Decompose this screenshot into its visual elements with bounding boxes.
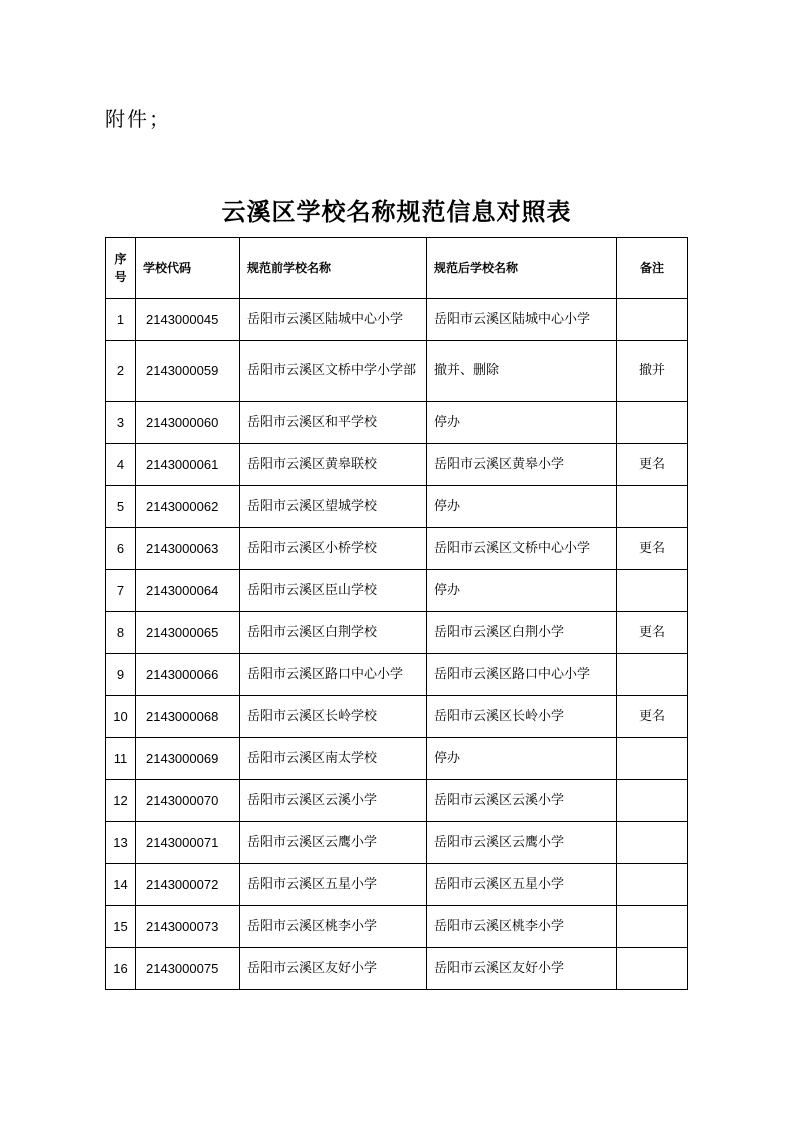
school-code-cell: 2143000073 (136, 906, 240, 948)
seq-cell: 10 (106, 696, 136, 738)
page-title: 云溪区学校名称规范信息对照表 (221, 198, 572, 226)
note-cell (617, 299, 688, 341)
seq-cell: 9 (106, 654, 136, 696)
seq-cell: 16 (106, 948, 136, 990)
seq-cell: 13 (106, 822, 136, 864)
name-before-cell: 岳阳市云溪区友好小学 (240, 948, 427, 990)
name-after-cell: 岳阳市云溪区陆城中心小学 (427, 299, 617, 341)
name-before-cell: 岳阳市云溪区文桥中学小学部 (240, 341, 427, 402)
name-after-cell: 停办 (427, 402, 617, 444)
table-row (106, 738, 688, 780)
name-before-cell: 岳阳市云溪区长岭学校 (240, 696, 427, 738)
note-cell (617, 864, 688, 906)
header-note: 备注 (617, 238, 688, 299)
name-after-cell: 岳阳市云溪区长岭小学 (427, 696, 617, 738)
table-row (106, 570, 688, 612)
header-seq-line1: 序 (114, 252, 127, 266)
header-name-before: 规范前学校名称 (240, 238, 427, 299)
note-cell: 更名 (617, 444, 688, 486)
seq-cell: 1 (106, 299, 136, 341)
school-code-cell: 2143000069 (136, 738, 240, 780)
table-row (106, 696, 688, 738)
name-before-cell: 岳阳市云溪区桃李小学 (240, 906, 427, 948)
table-row (106, 299, 688, 341)
table-row (106, 948, 688, 990)
school-code-cell: 2143000071 (136, 822, 240, 864)
name-after-cell: 岳阳市云溪区路口中心小学 (427, 654, 617, 696)
seq-cell: 3 (106, 402, 136, 444)
school-code-cell: 2143000075 (136, 948, 240, 990)
name-after-cell: 撤并、删除 (427, 341, 617, 402)
school-code-cell: 2143000063 (136, 528, 240, 570)
school-name-table (105, 237, 688, 990)
school-code-cell: 2143000068 (136, 696, 240, 738)
seq-cell: 6 (106, 528, 136, 570)
school-code-cell: 2143000060 (136, 402, 240, 444)
name-after-cell: 岳阳市云溪区白荆小学 (427, 612, 617, 654)
seq-cell: 14 (106, 864, 136, 906)
seq-cell: 7 (106, 570, 136, 612)
table-row (106, 444, 688, 486)
name-before-cell: 岳阳市云溪区南太学校 (240, 738, 427, 780)
seq-cell: 2 (106, 341, 136, 402)
table-header-row (106, 238, 688, 299)
school-code-cell: 2143000059 (136, 341, 240, 402)
name-after-cell: 岳阳市云溪区云溪小学 (427, 780, 617, 822)
note-cell: 撤并 (617, 341, 688, 402)
name-before-cell: 岳阳市云溪区云鹰小学 (240, 822, 427, 864)
header-code: 学校代码 (136, 238, 240, 299)
attachment-label: 附件； (105, 107, 171, 131)
name-after-cell: 岳阳市云溪区五星小学 (427, 864, 617, 906)
name-after-cell: 停办 (427, 738, 617, 780)
name-before-cell: 岳阳市云溪区望城学校 (240, 486, 427, 528)
name-after-cell: 岳阳市云溪区友好小学 (427, 948, 617, 990)
note-cell (617, 906, 688, 948)
note-cell (617, 570, 688, 612)
school-code-cell: 2143000065 (136, 612, 240, 654)
table-row (106, 402, 688, 444)
name-after-cell: 岳阳市云溪区文桥中心小学 (427, 528, 617, 570)
table-body (106, 299, 688, 990)
table-row (106, 486, 688, 528)
school-code-cell: 2143000064 (136, 570, 240, 612)
note-cell (617, 486, 688, 528)
note-cell (617, 402, 688, 444)
school-code-cell: 2143000070 (136, 780, 240, 822)
school-code-cell: 2143000045 (136, 299, 240, 341)
name-after-cell: 停办 (427, 486, 617, 528)
note-cell (617, 948, 688, 990)
note-cell (617, 822, 688, 864)
seq-cell: 5 (106, 486, 136, 528)
note-cell (617, 738, 688, 780)
school-code-cell: 2143000062 (136, 486, 240, 528)
school-code-cell: 2143000066 (136, 654, 240, 696)
name-after-cell: 岳阳市云溪区黄皋小学 (427, 444, 617, 486)
table-row (106, 528, 688, 570)
seq-cell: 4 (106, 444, 136, 486)
name-before-cell: 岳阳市云溪区和平学校 (240, 402, 427, 444)
name-before-cell: 岳阳市云溪区陆城中心小学 (240, 299, 427, 341)
table-row (106, 822, 688, 864)
name-after-cell: 岳阳市云溪区云鹰小学 (427, 822, 617, 864)
name-after-cell: 停办 (427, 570, 617, 612)
seq-cell: 8 (106, 612, 136, 654)
name-before-cell: 岳阳市云溪区臣山学校 (240, 570, 427, 612)
name-before-cell: 岳阳市云溪区黄皋联校 (240, 444, 427, 486)
name-before-cell: 岳阳市云溪区路口中心小学 (240, 654, 427, 696)
table-row (106, 780, 688, 822)
note-cell: 更名 (617, 696, 688, 738)
note-cell (617, 654, 688, 696)
note-cell (617, 780, 688, 822)
name-before-cell: 岳阳市云溪区五星小学 (240, 864, 427, 906)
name-before-cell: 岳阳市云溪区小桥学校 (240, 528, 427, 570)
header-seq (106, 238, 136, 299)
header-seq-line2: 号 (114, 270, 127, 284)
table-row (106, 341, 688, 402)
note-cell: 更名 (617, 528, 688, 570)
seq-cell: 11 (106, 738, 136, 780)
school-code-cell: 2143000072 (136, 864, 240, 906)
table-row (106, 654, 688, 696)
name-before-cell: 岳阳市云溪区白荆学校 (240, 612, 427, 654)
school-code-cell: 2143000061 (136, 444, 240, 486)
table-row (106, 612, 688, 654)
name-after-cell: 岳阳市云溪区桃李小学 (427, 906, 617, 948)
name-before-cell: 岳阳市云溪区云溪小学 (240, 780, 427, 822)
header-name-after: 规范后学校名称 (427, 238, 617, 299)
table-row (106, 864, 688, 906)
seq-cell: 12 (106, 780, 136, 822)
note-cell: 更名 (617, 612, 688, 654)
table-row (106, 906, 688, 948)
seq-cell: 15 (106, 906, 136, 948)
